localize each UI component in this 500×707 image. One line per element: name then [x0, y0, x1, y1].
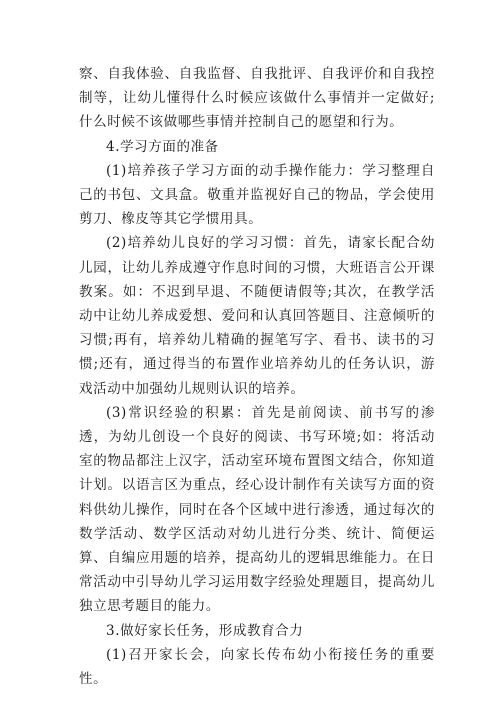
- paragraph-knowledge-accumulation: (3)常识经验的积累：首先是前阅读、前书写的渗透，为幼儿创设一个良好的阅读、书写环境;如：将活动室的物品都注上汉字，活动室环境布置图文结合，你知道计划。以语言区为重点，经心设计制作有关读写方面的资料供幼儿操作，同时在各个区域中进行渗透，通过每次的数学活动、数学区活动对幼儿进行分类、统计、简便运算、自编应用题的培养，提高幼儿的逻辑思维能力。在日常活动中引导幼儿学习运用数字经验处理题目，提高幼儿独立思考题目的能力。: [79, 404, 435, 615]
- paragraph-self-control: 察、自我体验、自我监督、自我批评、自我评价和自我控制等，让幼儿懂得什么时候应该做什么事情并一定做好;什么时候不该做哪些事情并控制自己的愿望和行为。: [79, 66, 435, 131]
- heading-learning-preparation: 4.学习方面的准备: [106, 138, 219, 155]
- document-body: [79, 62, 435, 691]
- paragraph-hands-on-ability: (1)培养孩子学习方面的动手操作能力：学习整理自己的书包、文具盒。敬重并监视好自己的物品，学会使用剪刀、橡皮等其它学惯用具。: [79, 162, 435, 228]
- paragraph-parent-meeting: (1)召开家长会，向家长传布幼小衔接任务的重要性。: [79, 646, 435, 688]
- heading-parent-work: 3.做好家长任务，形成教育合力: [106, 622, 304, 639]
- paragraph-study-habits: (2)培养幼儿良好的学习习惯：首先，请家长配合幼儿园，让幼儿养成遵守作息时间的习惯，大班语言公开课教案。如：不迟到早退、不随便请假等;其次，在教学活动中让幼儿养成爱想、爱问和认真回答题目、注意倾听的习惯;再有，培养幼儿精确的握笔写字、看书、读书的习惯;还有，通过得当的布置作业培养幼儿的任务认识，游戏活动中加强幼儿规则认识的培养。: [79, 235, 435, 397]
